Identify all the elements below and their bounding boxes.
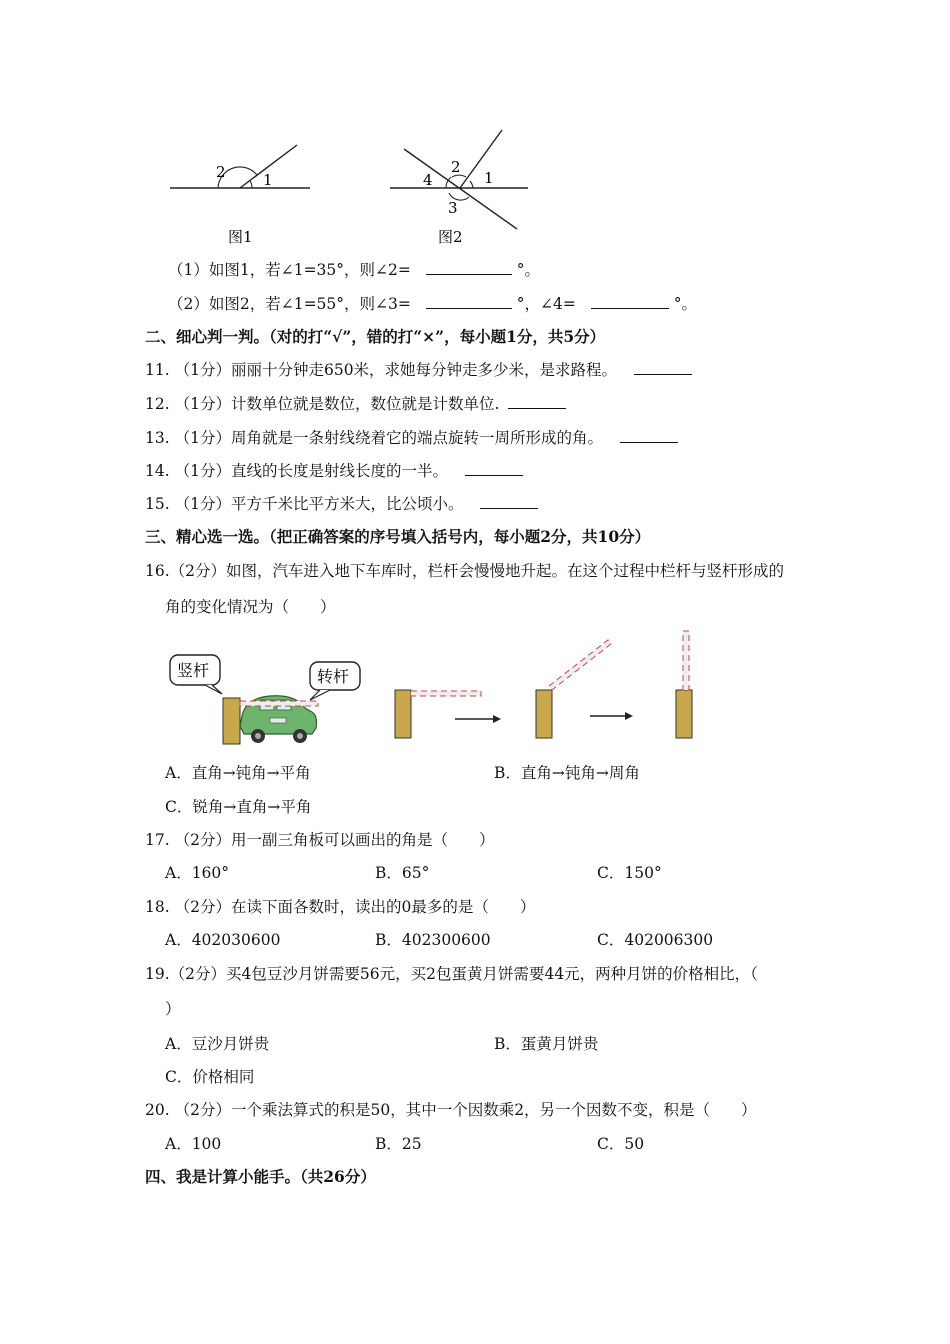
angle-figure-2 (390, 125, 540, 250)
q16-option-a[interactable]: A．直角→钝角→平角 (165, 764, 311, 782)
judge-item-15: 15. （1分）平方千米比平方米大，比公顷小。 (145, 494, 538, 514)
q18-option-a[interactable]: A．402030600 (165, 931, 281, 949)
pole-stage-3 (676, 690, 692, 738)
pole-stage-2 (536, 690, 552, 738)
answer-blank[interactable] (591, 294, 669, 309)
arm-stage-3 (683, 631, 689, 690)
fig1-caption: 图1 (228, 228, 253, 246)
answer-blank[interactable] (508, 394, 566, 409)
q20-option-c[interactable]: C．50 (597, 1135, 645, 1153)
callout-vertical-pole (170, 655, 222, 694)
q18-option-c[interactable]: C．402006300 (597, 931, 714, 949)
arm-stage-1 (411, 691, 481, 696)
q17-option-a[interactable]: A．160° (165, 864, 230, 882)
q20-stem: 20. （2分）一个乘法算式的积是50，其中一个因数乘2，另一个因数不变，积是（ ） (145, 1101, 757, 1119)
fig2-label-2: 2 (451, 158, 461, 176)
q10-sub1: （1）如图1，若∠1=35°，则∠2= °。 (168, 261, 541, 279)
q18-stem: 18. （2分）在读下面各数时，读出的0最多的是（ ） (145, 898, 536, 916)
q16-option-c[interactable]: C．锐角→直角→平角 (165, 798, 312, 816)
q17-option-c[interactable]: C．150° (597, 864, 662, 882)
answer-blank[interactable] (426, 260, 512, 275)
answer-blank[interactable] (465, 461, 523, 476)
q17-option-b[interactable]: B．65° (375, 864, 430, 882)
pole-stage-1 (395, 690, 411, 738)
q16-option-b[interactable]: B．直角→钝角→周角 (494, 764, 640, 782)
answer-blank[interactable] (634, 360, 692, 375)
fig2-caption: 图2 (438, 228, 463, 246)
q19-option-c[interactable]: C．价格相同 (165, 1068, 255, 1086)
q17-stem: 17. （2分）用一副三角板可以画出的角是（ ） (145, 831, 495, 849)
barrier-illustration (160, 628, 720, 753)
fig2-label-1: 1 (484, 169, 494, 187)
q19-line1: 19.（2分）买4包豆沙月饼需要56元，买2包蛋黄月饼需要44元，两种月饼的价格相比，（ (145, 965, 758, 983)
vertical-pole (223, 698, 240, 744)
answer-blank[interactable] (620, 428, 678, 443)
section-4-heading: 四、我是计算小能手。（共26分） (145, 1167, 376, 1186)
judge-item-14: 14. （1分）直线的长度是射线长度的一半。 (145, 461, 523, 481)
answer-blank[interactable] (426, 294, 512, 309)
answer-blank[interactable] (480, 494, 538, 509)
fig1-label-1: 1 (263, 171, 273, 189)
fig2-label-4: 4 (423, 171, 433, 189)
angle-figure-1 (160, 135, 320, 250)
section-2-heading: 二、细心判一判。（对的打“√”，错的打“×”，每小题1分，共5分） (145, 327, 606, 346)
q20-option-b[interactable]: B．25 (375, 1135, 422, 1153)
q20-option-a[interactable]: A．100 (165, 1135, 222, 1153)
section-3-heading: 三、精心选一选。（把正确答案的序号填入括号内，每小题2分，共10分） (145, 527, 651, 546)
judge-item-12: 12. （1分）计数单位就是数位，数位就是计数单位. (145, 394, 566, 414)
q16-line2: 角的变化情况为（ ） (165, 598, 336, 616)
label-rotating-pole: 转杆 (317, 667, 350, 686)
judge-item-11: 11. （1分）丽丽十分钟走650米，求她每分钟走多少米，是求路程。 (145, 360, 692, 380)
q19-line2: ） (165, 1000, 181, 1018)
label-vertical-pole: 竖杆 (177, 661, 210, 680)
q10-sub2: （2）如图2，若∠1=55°，则∠3= °，∠4= °。 (168, 295, 697, 313)
callout-rotating-pole (310, 662, 360, 700)
fig2-label-3: 3 (448, 199, 458, 217)
q19-option-b[interactable]: B．蛋黄月饼贵 (494, 1035, 599, 1053)
q18-option-b[interactable]: B．402300600 (375, 931, 491, 949)
judge-item-13: 13. （1分）周角就是一条射线绕着它的端点旋转一周所形成的角。 (145, 428, 678, 448)
barrier-arm-horizontal (240, 701, 318, 706)
q19-option-a[interactable]: A．豆沙月饼贵 (165, 1035, 270, 1053)
q16-line1: 16.（2分）如图，汽车进入地下车库时，栏杆会慢慢地升起。在这个过程中栏杆与竖杆形成的 (145, 562, 785, 580)
arm-stage-2 (549, 640, 611, 690)
fig1-label-2: 2 (216, 163, 226, 181)
